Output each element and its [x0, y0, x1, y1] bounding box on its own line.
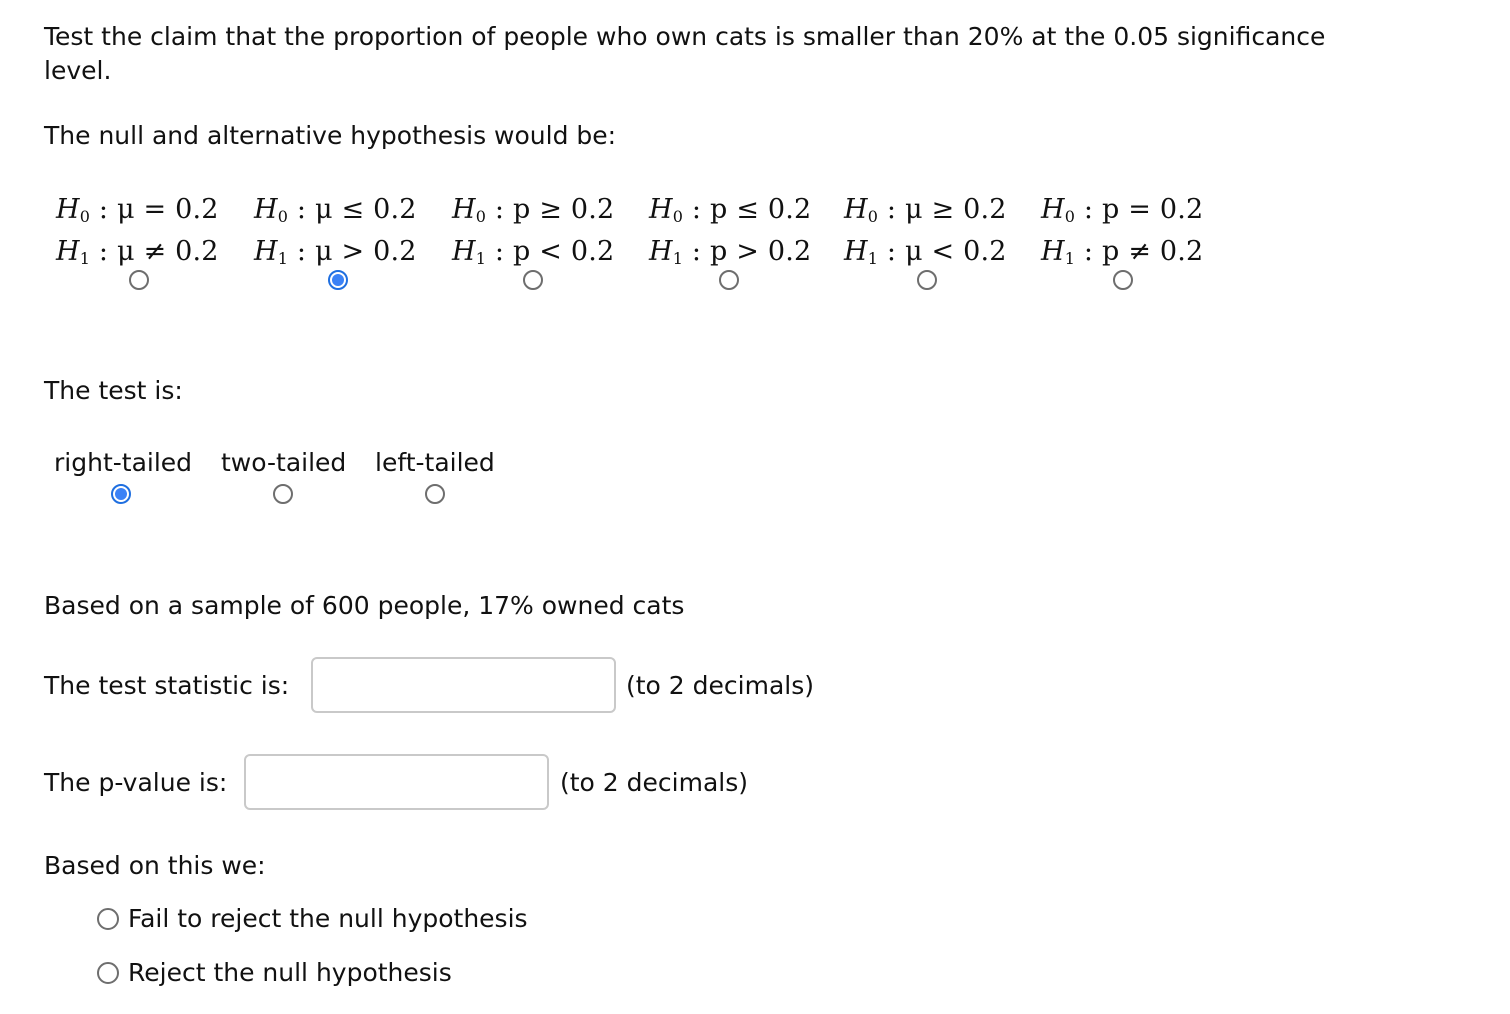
- h0-statement: $H_0$ : μ = 0.2: [56, 194, 219, 226]
- tail-radio-left[interactable]: [425, 484, 445, 504]
- conclusion-radio-reject[interactable]: [97, 962, 119, 984]
- conclusion-label-reject: Reject the null hypothesis: [128, 958, 452, 987]
- h0-statement: $H_0$ : μ ≤ 0.2: [254, 194, 417, 226]
- hypothesis-option-3: [452, 192, 642, 276]
- hypothesis-radio-5[interactable]: [917, 270, 937, 290]
- tail-radio-two[interactable]: [273, 484, 293, 504]
- h0-expression: μ ≤ 0.2: [315, 194, 417, 225]
- h1-expression: p > 0.2: [710, 236, 812, 267]
- h0-statement: $H_0$ : p ≥ 0.2: [452, 194, 615, 226]
- h0-expression: μ ≥ 0.2: [905, 194, 1007, 225]
- tail-label-right: right-tailed: [54, 448, 193, 477]
- h0-statement: $H_0$ : p ≤ 0.2: [649, 194, 812, 226]
- p-value-hint: (to 2 decimals): [560, 768, 748, 797]
- h0-statement: $H_0$ : p = 0.2: [1041, 194, 1204, 226]
- p-value-label: The p-value is:: [44, 768, 228, 797]
- hypothesis-option-4: [649, 192, 839, 276]
- tail-radio-right[interactable]: [111, 484, 131, 504]
- sample-description: Based on a sample of 600 people, 17% owned cats: [44, 591, 685, 620]
- hypothesis-radio-1[interactable]: [129, 270, 149, 290]
- hypothesis-option-2: [254, 192, 444, 276]
- h0-expression: p = 0.2: [1102, 194, 1204, 225]
- h0-expression: p ≥ 0.2: [513, 194, 615, 225]
- test-statistic-label: The test statistic is:: [44, 671, 290, 700]
- hypothesis-radio-3[interactable]: [523, 270, 543, 290]
- h1-expression: μ < 0.2: [905, 236, 1007, 267]
- test-statistic-hint: (to 2 decimals): [626, 671, 814, 700]
- test-prompt: The test is:: [44, 376, 183, 405]
- hypothesis-option-1: [56, 192, 246, 276]
- h1-expression: μ > 0.2: [315, 236, 417, 267]
- tail-label-left: left-tailed: [375, 448, 495, 477]
- question-line-2: level.: [44, 56, 112, 85]
- h0-statement: $H_0$ : μ ≥ 0.2: [844, 194, 1007, 226]
- hypothesis-prompt: The null and alternative hypothesis would be:: [44, 121, 617, 150]
- h1-expression: p < 0.2: [513, 236, 615, 267]
- hypothesis-option-6: [1041, 192, 1231, 276]
- test-statistic-input[interactable]: [311, 657, 616, 713]
- h1-statement: $H_1$ : μ < 0.2: [844, 236, 1007, 268]
- h1-expression: p ≠ 0.2: [1102, 236, 1204, 267]
- conclusion-prompt: Based on this we:: [44, 851, 266, 880]
- question-line-1: Test the claim that the proportion of people who own cats is smaller than 20% at the 0.05 significance: [44, 22, 1326, 51]
- h1-statement: $H_1$ : p > 0.2: [649, 236, 812, 268]
- hypothesis-radio-6[interactable]: [1113, 270, 1133, 290]
- p-value-input[interactable]: [244, 754, 549, 810]
- conclusion-label-fail-to-reject: Fail to reject the null hypothesis: [128, 904, 528, 933]
- h1-expression: μ ≠ 0.2: [117, 236, 219, 267]
- h1-statement: $H_1$ : μ ≠ 0.2: [56, 236, 219, 268]
- conclusion-radio-fail-to-reject[interactable]: [97, 908, 119, 930]
- h1-statement: $H_1$ : p ≠ 0.2: [1041, 236, 1204, 268]
- hypothesis-radio-2[interactable]: [328, 270, 348, 290]
- h0-expression: p ≤ 0.2: [710, 194, 812, 225]
- hypothesis-radio-4[interactable]: [719, 270, 739, 290]
- hypothesis-option-5: [844, 192, 1034, 276]
- h1-statement: $H_1$ : μ > 0.2: [254, 236, 417, 268]
- h1-statement: $H_1$ : p < 0.2: [452, 236, 615, 268]
- h0-expression: μ = 0.2: [117, 194, 219, 225]
- tail-label-two: two-tailed: [221, 448, 347, 477]
